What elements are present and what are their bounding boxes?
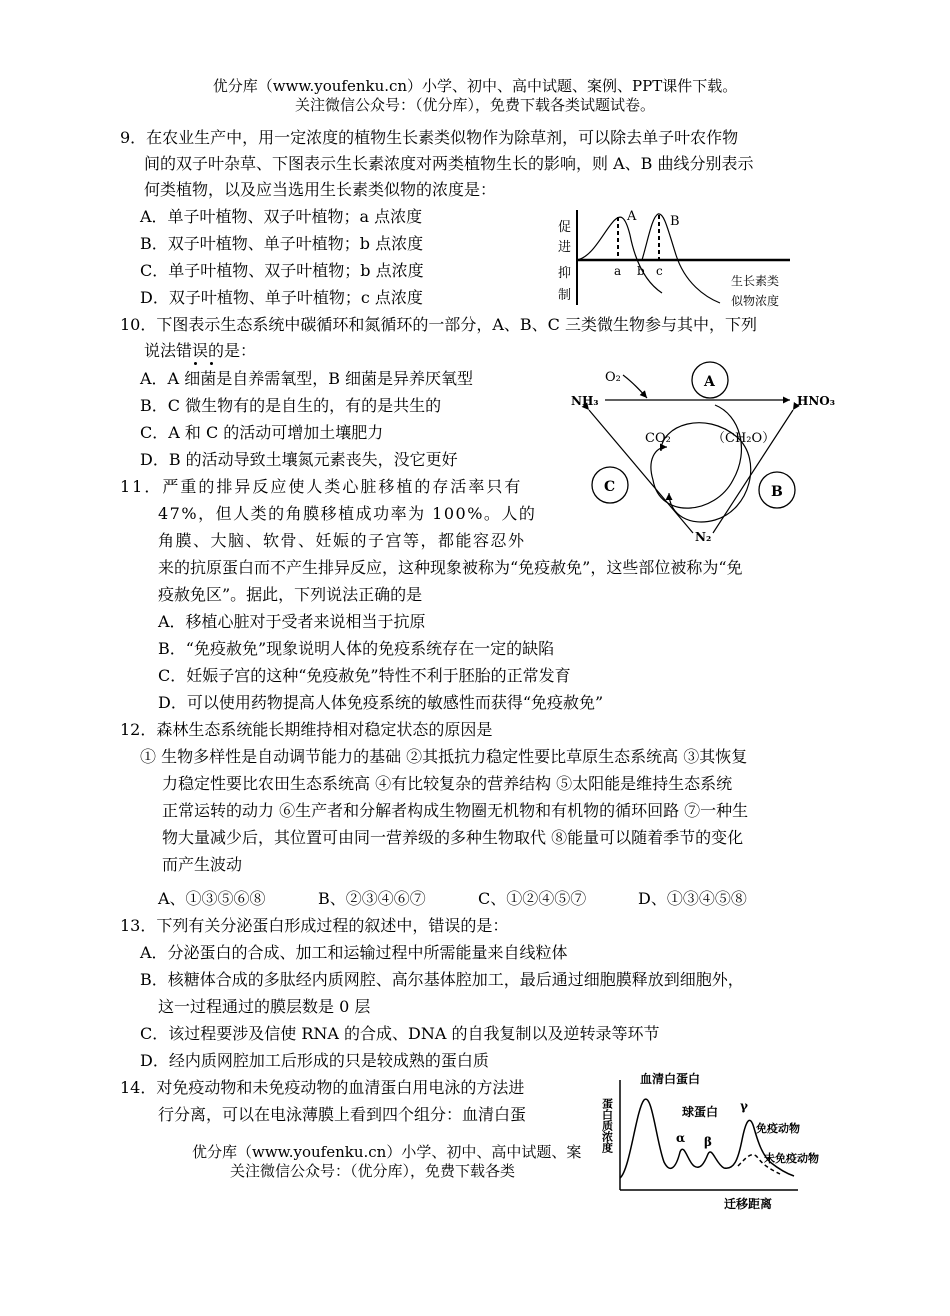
q12-line-5: 物大量减少后，其位置可由同一营养级的多种生物取代 ⑧能量可以随着季节的变化: [162, 828, 744, 847]
q12-option-d: D、①③④⑤⑧: [638, 889, 747, 908]
q13-option-b: B．核糖体合成的多肽经内质网腔、高尔基体腔加工，最后通过细胞膜释放到细胞外，: [140, 970, 744, 989]
q12-stem: 12．森林生态系统能长期维持相对稳定状态的原因是: [120, 720, 493, 739]
q14-unimmunized-label: 未免疫动物: [764, 1152, 819, 1165]
q9-label-yi: 抑: [558, 266, 572, 281]
q9-stem-3: 何类植物，以及应当选用生长素类似物的浓度是：: [144, 180, 497, 199]
q10-node-a: A: [704, 374, 715, 390]
q12-line-2: ① 生物多样性是自动调节能力的基础 ②其抵抗力稳定性要比草原生态系统高 ③其恢复: [140, 747, 748, 766]
header-line-2: 关注微信公众号：（优分库），免费下载各类试题试卷。: [294, 96, 655, 114]
q12-line-3: 力稳定性要比农田生态系统高 ④有比较复杂的营养结构 ⑤太阳能是维持生态系统: [162, 774, 733, 793]
q14-y-axis-label: 蛋白质浓度: [600, 1098, 614, 1153]
q10-option-a: A．A 细菌是自养需氧型，B 细菌是异养厌氧型: [140, 369, 474, 388]
q13-option-a: A．分泌蛋白的合成、加工和运输过程中所需能量来自线粒体: [140, 943, 568, 962]
q11-option-c: C．妊娠子宫的这种“免疫赦免”特性不利于胚胎的正常发育: [158, 666, 571, 685]
q14-electrophoresis-graph: [598, 1070, 838, 1218]
q10-o2: O₂: [605, 370, 621, 385]
q14-albumin-label: 血清白蛋白: [640, 1072, 701, 1086]
q11-line-4: 来的抗原蛋白而不产生排异反应，这种现象被称为“免疫赦免”，这些部位被称为“免: [158, 558, 743, 577]
footer-line-1: 优分库（www.youfenku.cn）小学、初中、高中试题、案: [192, 1143, 582, 1161]
q10-node-b: B: [771, 484, 783, 500]
q10-ch2o: （CH₂O）: [712, 431, 776, 446]
q9-stem-1: 9．在农业生产中，用一定浓度的植物生长素类似物作为除草剂，可以除去单子叶农作物: [120, 128, 739, 147]
q11-line-5: 疫赦免区”。据此，下列说法正确的是: [158, 585, 423, 604]
q10-co2: CO₂: [645, 431, 671, 446]
emphasis-dot: [210, 362, 213, 365]
q9-point-c: c: [656, 264, 663, 278]
q10-n2: N₂: [695, 530, 712, 544]
q11-line-1: 11．严重的排异反应使人类心脏移植的存活率只有: [120, 477, 523, 496]
q14-beta-label: β: [704, 1135, 712, 1149]
q10-stem-1: 10．下图表示生态系统中碳循环和氮循环的一部分，A、B、C 三类微生物参与其中，下列: [120, 315, 758, 334]
q14-alpha-label: α: [676, 1131, 686, 1145]
q14-line-2: 行分离，可以在电泳薄膜上看到四个组分：血清白蛋: [158, 1105, 527, 1124]
q12-option-a: A、①③⑤⑥⑧: [158, 889, 266, 908]
q9-option-d: D．双子叶植物、单子叶植物；c 点浓度: [140, 288, 423, 307]
header-line-1: 优分库（www.youfenku.cn）小学、初中、高中试题、案例、PPT课件下载。: [212, 77, 738, 95]
emphasis-dot: [194, 362, 197, 365]
q13-option-c: C．该过程要涉及信使 RNA 的合成、DNA 的自我复制以及逆转录等环节: [140, 1024, 660, 1043]
q10-hno3: HNO₃: [797, 394, 836, 408]
q11-line-3: 角膜、大脑、软骨、妊娠的子宫等，都能容忍外: [158, 531, 526, 550]
q9-option-c: C．单子叶植物、双子叶植物；b 点浓度: [140, 261, 424, 280]
q9-point-b: b: [637, 264, 645, 278]
q10-option-c: C．A 和 C 的活动可增加土壤肥力: [140, 423, 384, 442]
q14-x-axis-label: 迁移距离: [724, 1197, 773, 1211]
q10-node-c: C: [604, 479, 616, 495]
q10-stem-2: 说法错误的是：: [144, 341, 257, 360]
footer-line-2: 关注微信公众号：（优分库），免费下载各类: [230, 1162, 516, 1180]
q9-option-b: B．双子叶植物、单子叶植物；b 点浓度: [140, 234, 424, 253]
q9-point-a: a: [614, 264, 622, 278]
q11-option-b: B．“免疫赦免”现象说明人体的免疫系统存在一定的缺陷: [158, 639, 555, 658]
q10-option-d: D．B 的活动导致土壤氮元素丧失，没它更好: [140, 450, 458, 469]
q10-option-b: B．C 微生物有的是自生的，有的是共生的: [140, 396, 442, 415]
q14-line-1: 14．对免疫动物和未免疫动物的血清蛋白用电泳的方法进: [120, 1078, 525, 1097]
q9-stem-2: 间的双子叶杂草、下图表示生长素浓度对两类植物生长的影响，则 A、B 曲线分别表示: [144, 154, 754, 173]
q11-option-d: D．可以使用药物提高人体免疫系统的敏感性而获得“免疫赦免”: [158, 693, 604, 712]
q12-option-b: B、②③④⑥⑦: [318, 889, 426, 908]
q13-option-d: D．经内质网腔加工后形成的只是较成熟的蛋白质: [140, 1051, 489, 1070]
q13-stem: 13．下列有关分泌蛋白形成过程的叙述中，错误的是：: [120, 916, 509, 935]
q10-nh3: NH₃: [571, 394, 599, 408]
q14-globulin-label: 球蛋白: [682, 1105, 719, 1119]
q12-line-6: 而产生波动: [162, 855, 243, 874]
q9-label-jin: 进: [558, 240, 572, 255]
q9-x-label-1: 生长素类: [731, 274, 780, 288]
q14-immunized-label: 免疫动物: [756, 1122, 800, 1135]
q11-option-a: A．移植心脏对于受者来说相当于抗原: [158, 612, 426, 631]
q9-label-cu: 促: [558, 220, 572, 235]
q11-line-2: 47%，但人类的角膜移植成功率为 100%。人的: [158, 504, 537, 523]
q9-auxin-graph: [550, 205, 800, 315]
q13-option-b-cont: 这一过程通过的膜层数是 0 层: [158, 997, 371, 1016]
q10-cycle-diagram: [565, 355, 850, 545]
q12-option-c: C、①②④⑤⑦: [478, 889, 587, 908]
q9-x-label-2: 似物浓度: [731, 294, 780, 308]
q9-label-zhi: 制: [558, 288, 572, 303]
q14-gamma-label: γ: [740, 1099, 748, 1113]
q9-curve-b-label: B: [670, 214, 680, 229]
q9-curve-a-label: A: [627, 209, 637, 224]
q9-option-a: A．单子叶植物、双子叶植物；a 点浓度: [140, 207, 423, 226]
q12-line-4: 正常运转的动力 ⑥生产者和分解者构成生物圈无机物和有机物的循环回路 ⑦一种生: [162, 801, 749, 820]
